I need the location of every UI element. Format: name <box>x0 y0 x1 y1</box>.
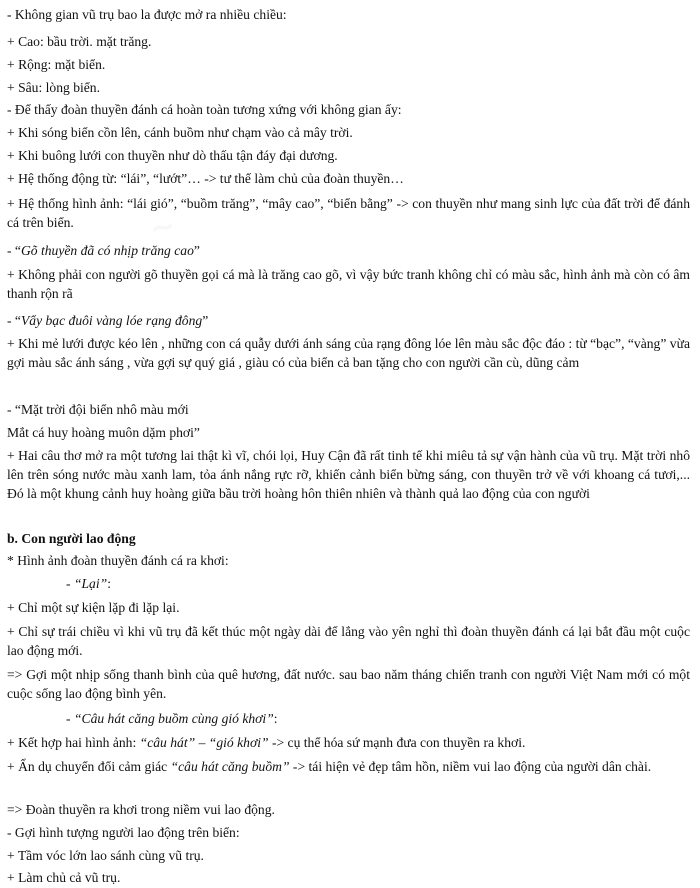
text-line: Mắt cá huy hoàng muôn dặm phơi” <box>7 425 200 440</box>
text-segment: -> tái hiện vẻ đẹp tâm hồn, niềm vui lao động của người dân chài. <box>289 759 652 774</box>
quote-line <box>7 312 692 329</box>
text-segment: + Kết hợp hai hình ảnh: <box>7 735 140 750</box>
text-segment: -> cụ thể hóa sứ mạnh đưa con thuyền ra khơi. <box>268 735 526 750</box>
quote-close: : <box>107 576 111 591</box>
text-line: + Hệ thống động từ: “lái”, “lướt”… -> tư thế làm chủ của đoàn thuyền… <box>7 171 404 186</box>
text-segment: – <box>195 735 209 750</box>
text-line: * Hình ảnh đoàn thuyền đánh cá ra khơi: <box>7 553 229 568</box>
quote-text: Vẩy bạc đuôi vàng lóe rạng đông <box>20 313 203 328</box>
text-line: + Sâu: lòng biển. <box>7 80 100 95</box>
text-line: + Khi sóng biển cồn lên, cánh buồm như chạm vào cả mây trời. <box>7 125 353 140</box>
text-paragraph: + Chỉ sự trái chiều vì khi vũ trụ đã kết thúc một ngày dài để lắng vào yên nghỉ thì đoàn thuyền đánh cá lại bắt đầu một cuộc lao động mới. <box>7 624 690 658</box>
text-line <box>7 734 692 751</box>
text-line: - Để thấy đoàn thuyền đánh cá hoàn toàn tương xứng với không gian ấy: <box>7 102 402 117</box>
quote-open: - <box>66 711 74 726</box>
quote-text: Gõ thuyền đã có nhịp trăng cao <box>20 243 194 258</box>
text-line: + Tầm vóc lớn lao sánh cùng vũ trụ. <box>7 848 204 863</box>
text-paragraph: + Khi mẻ lưới được kéo lên , những con cá quẫy dưới ánh sáng của rạng đông lóe lên màu sắc độc đáo : từ “bạc”, “vàng” vừa gợi màu sắc ánh sáng , vừa gợi sự quý giá , giàu có của biển cả ban tặng cho con người cần cù, dũng cảm <box>7 336 690 370</box>
quote-line <box>66 575 692 592</box>
text-line: + Cao: bầu trời. mặt trăng. <box>7 34 152 49</box>
text-line: => Đoàn thuyền ra khơi trong niềm vui lao động. <box>7 802 275 817</box>
quote-text: “câu hát căng buồm” <box>170 759 290 774</box>
text-line: + Làm chủ cả vũ trụ. <box>7 870 121 885</box>
text-line: + Rộng: mặt biển. <box>7 57 106 72</box>
text-paragraph: + Không phải con người gõ thuyền gọi cá mà là trăng cao gõ, vì vậy bức tranh không chỉ có màu sắc, hình ảnh mà còn có âm thanh rộn rã <box>7 267 690 301</box>
quote-text: “Lại” <box>73 576 108 591</box>
text-paragraph <box>7 757 690 776</box>
text-line: - Không gian vũ trụ bao la được mở ra nhiều chiều: <box>7 7 287 22</box>
quote-close: ” <box>193 243 200 258</box>
quote-text: “câu hát” <box>139 735 196 750</box>
text-line: - “Mặt trời đội biển nhô màu mới <box>7 402 189 417</box>
quote-open: - “ <box>7 313 21 328</box>
text-line: + Khi buông lưới con thuyền như dò thấu tận đáy đại dương. <box>7 148 338 163</box>
quote-close: ” <box>202 313 209 328</box>
quote-close: : <box>273 711 278 726</box>
text-paragraph: + Hai câu thơ mở ra một tương lai thật kì vĩ, chói lọi, Huy Cận đã rất tinh tế khi miêu tả sự vận hành của vũ trụ. Mặt trời nhô lên trên sóng nước màu xanh lam, tỏa ánh nắng rực rỡ, khiến cảnh biển bừng sáng, con thuyền trở về với khoang cá tươi,... Đó là một khung cảnh huy hoàng giữa bầu trời hoàng hôn thiên nhiên và thành quả lao động của con người <box>7 448 690 501</box>
text-line: + Chỉ một sự kiện lặp đi lặp lại. <box>7 600 180 615</box>
section-heading: b. Con người lao động <box>7 531 136 546</box>
quote-text: “gió khơi” <box>208 735 269 750</box>
text-paragraph: => Gợi một nhịp sống thanh bình của quê hương, đất nước. sau bao năm tháng chiến tranh con người Việt Nam mới có một cuộc sống lao động bình yên. <box>7 667 690 701</box>
text-line: - Gợi hình tượng người lao động trên biển: <box>7 825 240 840</box>
watermark: ~ <box>147 208 178 247</box>
text-segment: + Ẩn dụ chuyển đổi cảm giác <box>7 759 171 774</box>
text-paragraph: + Hệ thống hình ảnh: “lái gió”, “buồm trăng”, “mây cao”, “biển bằng” -> con thuyền như mang sinh lực của đất trời để đánh cá trên biển. <box>7 196 690 230</box>
quote-line <box>66 710 692 727</box>
quote-open: - <box>66 576 74 591</box>
quote-text: “Câu hát căng buồm cùng gió khơi” <box>73 711 274 726</box>
quote-line <box>7 242 692 259</box>
quote-open: - “ <box>7 243 21 258</box>
